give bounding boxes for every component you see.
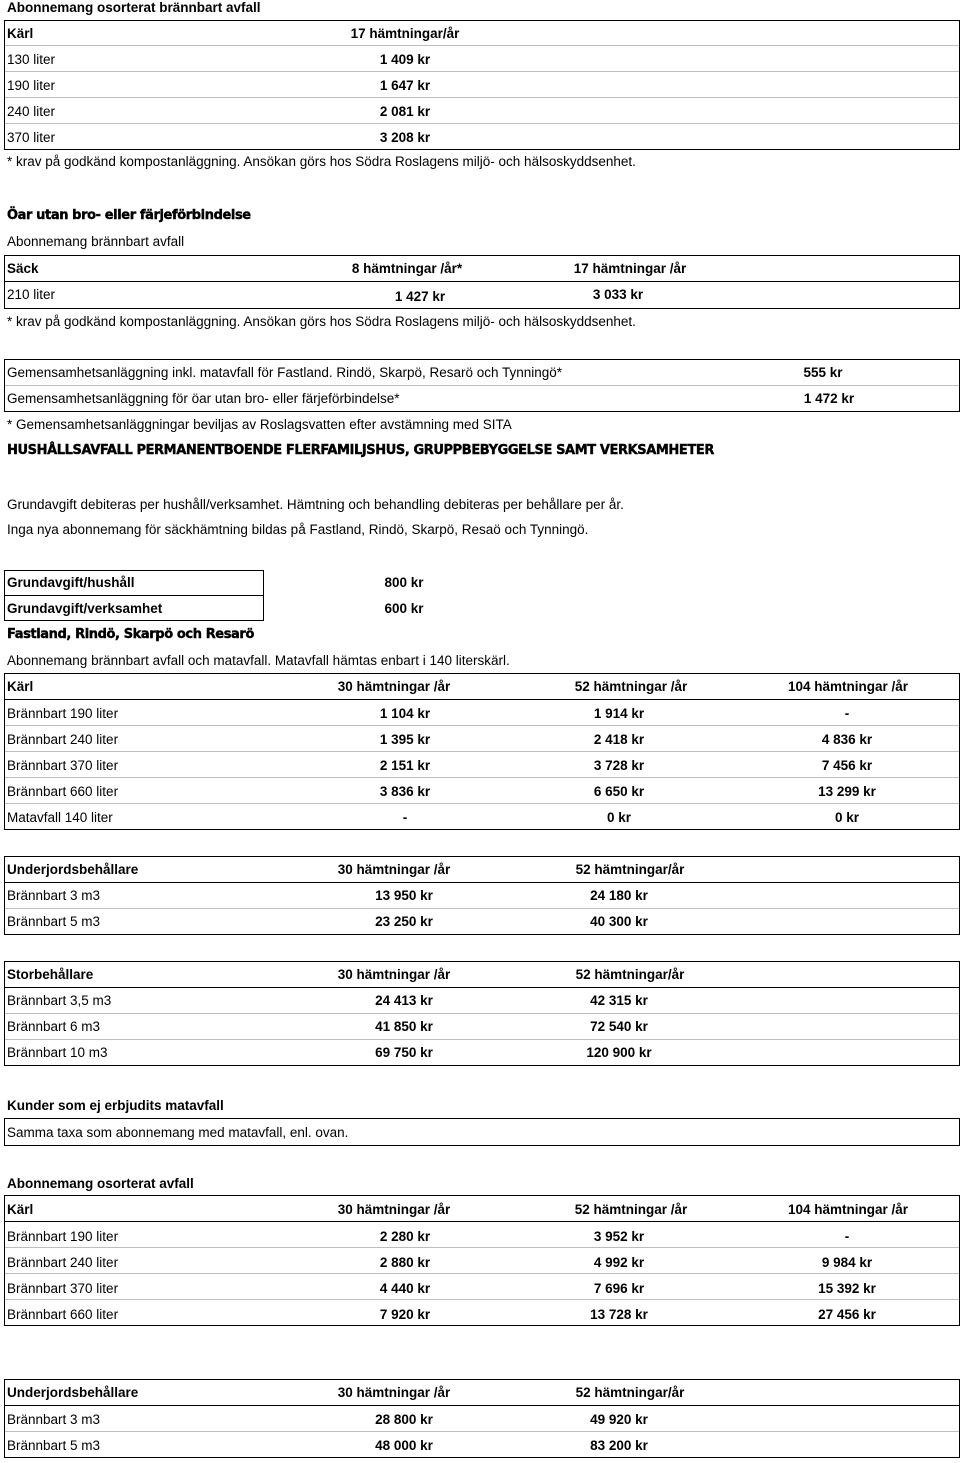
table-row-price: 2 418 kr bbox=[593, 732, 645, 747]
sec4-line2: Inga nya abonnemang för säckhämtning bildas på Fastland, Rindö, Skarpö, Resaö och Tynningö. bbox=[7, 522, 589, 537]
table-row-price: 13 728 kr bbox=[590, 1307, 648, 1322]
sec9-col-karl: Kärl bbox=[7, 1202, 34, 1217]
sec1-col-karl: Kärl bbox=[7, 26, 34, 41]
sec2-col-8: 8 hämtningar /år* bbox=[351, 261, 463, 276]
table-row-label: Brännbart 3 m3 bbox=[7, 888, 101, 903]
sec4-line1: Grundavgift debiteras per hushåll/verksamhet. Hämtning och behandling debiteras per behållare per år. bbox=[7, 497, 624, 512]
table-row-label: Brännbart 3 m3 bbox=[7, 1412, 101, 1427]
table-row-price: - bbox=[844, 706, 850, 721]
table-row-price: 1 647 kr bbox=[379, 78, 431, 93]
table-row-label: Brännbart 660 liter bbox=[7, 784, 119, 799]
table-row-label: Matavfall 140 liter bbox=[7, 810, 113, 825]
table-row-price: 1 914 kr bbox=[593, 706, 645, 721]
sec7-col-52: 52 hämtningar/år bbox=[575, 967, 685, 982]
table-row-price: 3 033 kr bbox=[592, 287, 644, 302]
sec2-col-17: 17 hämtningar /år bbox=[573, 261, 687, 276]
sec8-text: Samma taxa som abonnemang med matavfall, enl. ovan. bbox=[7, 1125, 349, 1140]
table-row-price: 9 984 kr bbox=[821, 1255, 873, 1270]
sec5-subtitle: Abonnemang brännbart avfall och matavfall. Matavfall hämtas enbart i 140 literskärl. bbox=[7, 653, 510, 668]
sec10-col-52: 52 hämtningar/år bbox=[575, 1385, 685, 1400]
table-row-price: 24 180 kr bbox=[590, 888, 648, 903]
sec1-col-17: 17 hämtningar/år bbox=[350, 26, 460, 41]
table-row-label: Brännbart 190 liter bbox=[7, 706, 119, 721]
sec2-table bbox=[4, 255, 960, 309]
table-row-price: 7 696 kr bbox=[593, 1281, 645, 1296]
table-row-label: Brännbart 5 m3 bbox=[7, 1438, 101, 1453]
table-row-price: 83 200 kr bbox=[590, 1438, 648, 1453]
table-row-label: Gemensamhetsanläggning inkl. matavfall för Fastland. Rindö, Skarpö, Resarö och Tynningö* bbox=[7, 365, 563, 380]
table-row-price: - bbox=[402, 810, 408, 825]
table-row-price: 2 151 kr bbox=[379, 758, 431, 773]
table-row-price: 2 880 kr bbox=[379, 1255, 431, 1270]
table-row-price: 4 992 kr bbox=[593, 1255, 645, 1270]
table-row-price: 1 427 kr bbox=[394, 289, 446, 304]
sec9-col-30: 30 hämtningar /år bbox=[337, 1202, 451, 1217]
sec6-col-underjord: Underjordsbehållare bbox=[7, 862, 139, 877]
table-row-label: 240 liter bbox=[7, 104, 56, 119]
table-row-label: Brännbart 240 liter bbox=[7, 732, 119, 747]
table-row-price: 0 kr bbox=[606, 810, 632, 825]
fee-label: Grundavgift/verksamhet bbox=[7, 601, 163, 616]
table-row-label: 190 liter bbox=[7, 78, 56, 93]
table-row-price: 7 456 kr bbox=[821, 758, 873, 773]
sec5-col-104: 104 hämtningar /år bbox=[787, 679, 909, 694]
table-row-label: Brännbart 370 liter bbox=[7, 758, 119, 773]
sec6-table bbox=[4, 856, 960, 935]
sec5-heading: Fastland, Rindö, Skarpö och Resarö bbox=[7, 627, 254, 642]
table-row-price: 23 250 kr bbox=[375, 914, 433, 929]
sec4-heading: HUSHÅLLSAVFALL PERMANENTBOENDE FLERFAMILJSHUS, GRUPPBEBYGGELSE SAMT VERKSAMHETER bbox=[7, 443, 714, 458]
table-row-price: 2 081 kr bbox=[379, 104, 431, 119]
sec5-col-30: 30 hämtningar /år bbox=[337, 679, 451, 694]
sec10-col-underjord: Underjordsbehållare bbox=[7, 1385, 139, 1400]
table-row-price: 13 950 kr bbox=[375, 888, 433, 903]
fee-price: 600 kr bbox=[384, 601, 424, 616]
table-row-label: Brännbart 5 m3 bbox=[7, 914, 101, 929]
sec7-col-stor: Storbehållare bbox=[7, 967, 94, 982]
table-row-price: 1 472 kr bbox=[803, 391, 855, 406]
table-row-price: 49 920 kr bbox=[590, 1412, 648, 1427]
sec1-title: Abonnemang osorterat brännbart avfall bbox=[7, 0, 261, 15]
table-row-price: 1 409 kr bbox=[379, 52, 431, 67]
table-row-label: Brännbart 660 liter bbox=[7, 1307, 119, 1322]
table-row-price: 28 800 kr bbox=[375, 1412, 433, 1427]
sec1-table bbox=[4, 20, 960, 150]
sec1-note: * krav på godkänd kompostanläggning. Ansökan görs hos Södra Roslagens miljö- och hälsoskyddsenhet. bbox=[7, 154, 636, 169]
table-row-label: 210 liter bbox=[7, 287, 56, 302]
table-row-price: 15 392 kr bbox=[818, 1281, 876, 1296]
table-row-price: 3 952 kr bbox=[593, 1229, 645, 1244]
table-row-label: Brännbart 6 m3 bbox=[7, 1019, 101, 1034]
sec9-title: Abonnemang osorterat avfall bbox=[7, 1176, 194, 1191]
table-row-label: Brännbart 10 m3 bbox=[7, 1045, 108, 1060]
table-row-label: Brännbart 190 liter bbox=[7, 1229, 119, 1244]
sec10-col-30: 30 hämtningar /år bbox=[337, 1385, 451, 1400]
sec6-col-52: 52 hämtningar/år bbox=[575, 862, 685, 877]
table-row-price: 13 299 kr bbox=[818, 784, 876, 799]
fee-price: 800 kr bbox=[384, 575, 424, 590]
table-row-label: Gemensamhetsanläggning för öar utan bro- eller färjeförbindelse* bbox=[7, 391, 400, 406]
sec2-col-sack: Säck bbox=[7, 261, 39, 276]
table-row-price: 24 413 kr bbox=[375, 993, 433, 1008]
sec2-subtitle: Abonnemang brännbart avfall bbox=[7, 234, 185, 249]
table-row-price: 1 104 kr bbox=[379, 706, 431, 721]
sec5-col-52: 52 hämtningar /år bbox=[574, 679, 688, 694]
table-row-price: 555 kr bbox=[803, 365, 843, 380]
fee-label: Grundavgift/hushåll bbox=[7, 575, 135, 590]
table-row-price: 48 000 kr bbox=[375, 1438, 433, 1453]
table-row-price: 7 920 kr bbox=[379, 1307, 431, 1322]
sec7-col-30: 30 hämtningar /år bbox=[337, 967, 451, 982]
table-row-price: 0 kr bbox=[834, 810, 860, 825]
table-row-price: 42 315 kr bbox=[590, 993, 648, 1008]
sec5-col-karl: Kärl bbox=[7, 679, 34, 694]
table-row-price: 41 850 kr bbox=[375, 1019, 433, 1034]
table-row-label: Brännbart 240 liter bbox=[7, 1255, 119, 1270]
table-row-price: 3 728 kr bbox=[593, 758, 645, 773]
table-row-price: 40 300 kr bbox=[590, 914, 648, 929]
table-row-price: 72 540 kr bbox=[590, 1019, 648, 1034]
sec6-col-30: 30 hämtningar /år bbox=[337, 862, 451, 877]
sec9-col-52: 52 hämtningar /år bbox=[574, 1202, 688, 1217]
table-row-price: 3 208 kr bbox=[379, 130, 431, 145]
sec10-table bbox=[4, 1379, 960, 1458]
table-row-price: 120 900 kr bbox=[586, 1045, 652, 1060]
table-row-label: Brännbart 3,5 m3 bbox=[7, 993, 112, 1008]
table-row-price: 27 456 kr bbox=[818, 1307, 876, 1322]
sec8-title: Kunder som ej erbjudits matavfall bbox=[7, 1098, 224, 1113]
table-row-label: 130 liter bbox=[7, 52, 56, 67]
sec9-col-104: 104 hämtningar /år bbox=[787, 1202, 909, 1217]
table-row-price: 1 395 kr bbox=[379, 732, 431, 747]
sec2-note: * krav på godkänd kompostanläggning. Ansökan görs hos Södra Roslagens miljö- och hälsoskyddsenhet. bbox=[7, 314, 636, 329]
table-row-price: 69 750 kr bbox=[375, 1045, 433, 1060]
sec2-heading: Öar utan bro- eller färjeförbindelse bbox=[7, 208, 251, 223]
table-row-label: 370 liter bbox=[7, 130, 56, 145]
table-row-price: 4 836 kr bbox=[821, 732, 873, 747]
table-row-price: 4 440 kr bbox=[379, 1281, 431, 1296]
sec3-note: * Gemensamhetsanläggningar beviljas av Roslagsvatten efter avstämning med SITA bbox=[7, 417, 512, 432]
table-row-label: Brännbart 370 liter bbox=[7, 1281, 119, 1296]
table-row-price: 6 650 kr bbox=[593, 784, 645, 799]
table-row-price: - bbox=[844, 1229, 850, 1244]
table-row-price: 2 280 kr bbox=[379, 1229, 431, 1244]
table-row-price: 3 836 kr bbox=[379, 784, 431, 799]
